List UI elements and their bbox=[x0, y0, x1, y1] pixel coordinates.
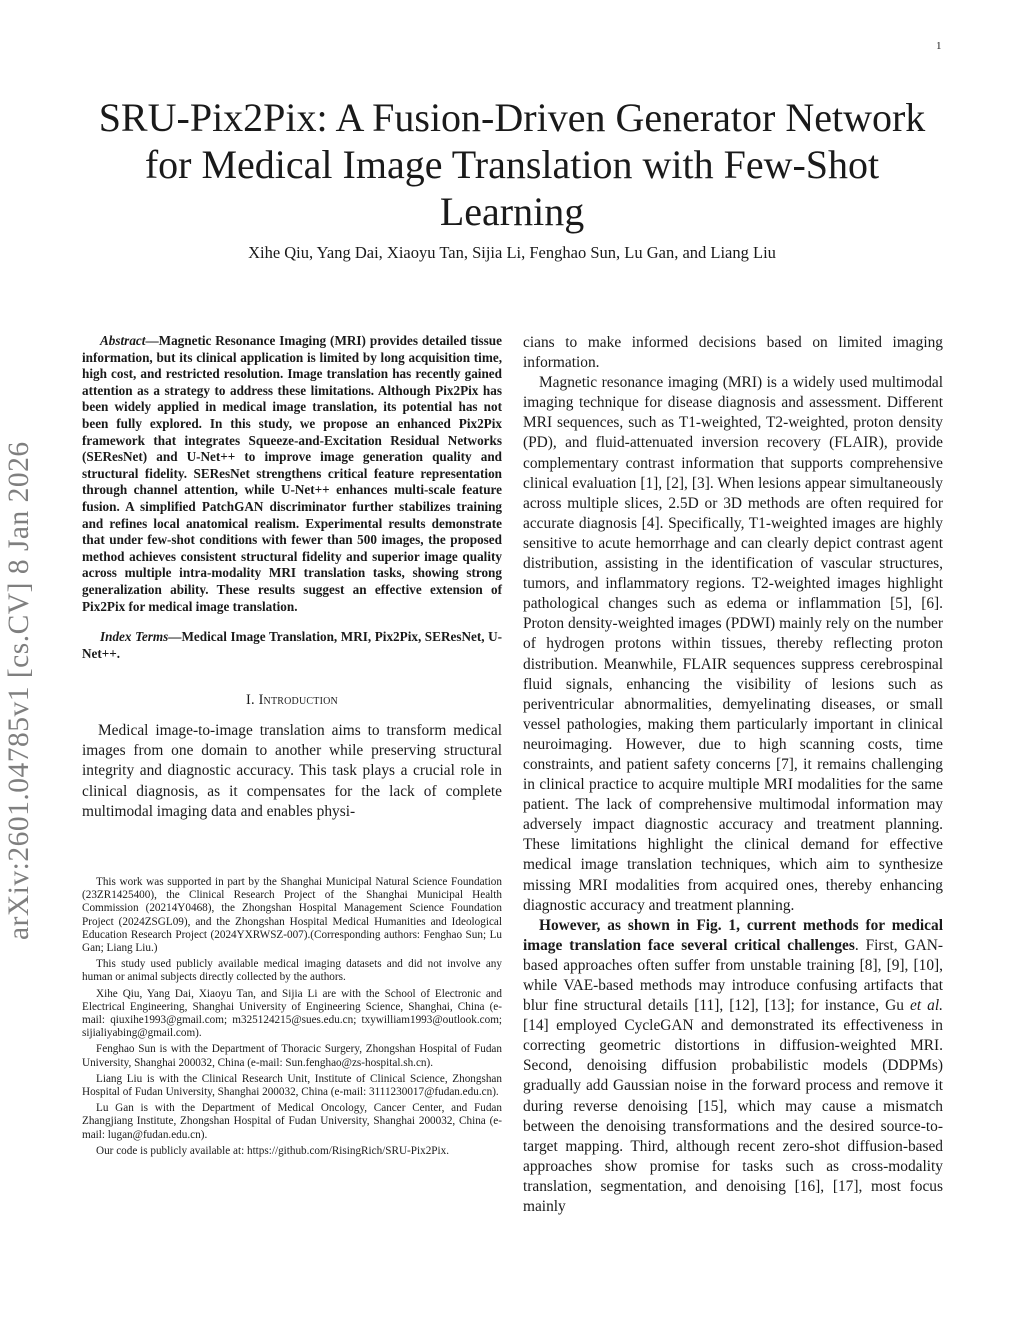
arxiv-identifier-stamp[interactable]: arXiv:2601.04785v1 [cs.CV] 8 Jan 2026 bbox=[3, 441, 35, 940]
section-heading-introduction bbox=[82, 692, 502, 709]
paper-title: SRU-Pix2Pix: A Fusion-Driven Generator Network for Medical Image Translation with Few-Shot Learning bbox=[98, 95, 926, 234]
footnote-ethics: This study used publicly available medical imaging datasets and did not involve any human or animal subjects directly collected by the authors. bbox=[82, 958, 502, 984]
index-terms-lead: Index Terms bbox=[100, 629, 169, 645]
intro-paragraph-3-part-a: . First, GAN-based approaches often suffer from unstable training [8], [9], [10], while VAE-based methods may introduce confusing artifacts that blur fine structural details [11], [12], [13]; for instance, Gu bbox=[523, 936, 944, 1015]
footnote-affiliation-sun: Fenghao Sun is with the Department of Thoracic Surgery, Zhongshan Hospital of Fudan University, Shanghai 200032, China (e-mail: Sun.fenghao@zs-hospital.sh.cn). bbox=[82, 1043, 502, 1069]
intro-paragraph-3-part-b: [14] employed CycleGAN and demonstrated its effectiveness in correcting geometric distortions in diffusion-weighted MRI. Second, denoising diffusion probabilistic models (DDPMs) gradually add Gaussian noise in the forward process and remove it during reverse denoising [15], which may cause a mismatch between the denoising transformations and the desired source-to-target mapping. Third, although recent zero-shot diffusion-based approaches show promise for tasks such as cross-modality translation, segmentation, and denoising [16], [17], most focus mainly bbox=[523, 1017, 943, 1216]
index-terms-text: —Medical Image Translation, MRI, Pix2Pix, SEResNet, U-Net++. bbox=[82, 629, 502, 661]
footnote-funding: This work was supported in part by the Shanghai Municipal Natural Science Foundation (23ZR1425400), the Clinical Research Project of the Shanghai Municipal Health Commission (20214Y0468), the Zhongshan Hospital Management Science Foundation Project (2024ZSGL09), and the Zhongshan Hospital Medical Humanities and Ideological Education Research Project (2024YXRWSZ-007).(Corresponding authors: Fenghao Sun; Lu Gan; Liang Liu.) bbox=[82, 876, 502, 955]
section-title: Introduction bbox=[258, 692, 338, 709]
footnote-affiliation-liu: Liang Liu is with the Clinical Research Unit, Institute of Clinical Science, Zhongshan Hospital of Fudan University, Shanghai 200032, China (e-mail: 3111230017@fudan.edu.cn). bbox=[82, 1072, 502, 1099]
intro-paragraph-3 bbox=[523, 916, 943, 1217]
abstract-text: —Magnetic Resonance Imaging (MRI) provides detailed tissue information, but its clinical application is limited by long acquisition time, high cost, and restricted resolution. Image translation has recently gained attention as a strategy to address these limitations. Although Pix2Pix has been widely applied in medical image translation, its potential has not been fully explored. In this study, we propose an enhanced Pix2Pix framework that integrates Squeeze-and-Excitation Residual Networks (SEResNet) and U-Net++ to improve image generation quality and structural fidelity. SEResNet strengthens critical feature representation through channel attention, while U-Net++ enhances multi-scale feature fusion. A simplified PatchGAN discriminator further stabilizes training and refines local anatomical realism. Experimental results demonstrate that under few-shot conditions with fewer than 500 images, the proposed method achieves consistent structural fidelity and superior image quality across multiple intra-modality MRI translation tasks, showing strong generalization ability. These results suggest an effective extension of Pix2Pix for medical image translation. bbox=[82, 333, 502, 614]
intro-paragraph-1-continued: cians to make informed decisions based on limited imaging information. bbox=[523, 334, 943, 372]
author-list: Xihe Qiu, Yang Dai, Xiaoyu Tan, Sijia Li, Fenghao Sun, Lu Gan, and Liang Liu bbox=[248, 243, 776, 262]
page-number: 1 bbox=[936, 40, 942, 52]
footnote-code-availability: Our code is publicly available at: https://github.com/RisingRich/SRU-Pix2Pix. bbox=[96, 1144, 450, 1157]
challenges-highlight: However, as shown in Fig. 1, current methods for medical image translation face several critical challenges bbox=[523, 916, 943, 954]
index-terms bbox=[82, 629, 502, 662]
left-column bbox=[82, 333, 502, 822]
footnote-affiliation-sues: Xihe Qiu, Yang Dai, Xiaoyu Tan, and Sijia Li are with the School of Electronic and Electrical Engineering, Shanghai University of Engineering Science, Shanghai, China (e-mail: qiuxihe1993@gmail.com; m325124215@sues.edu.cn; txywilliam1993@outlook.com; sijialiyabing@gmail.com). bbox=[82, 987, 502, 1040]
abstract bbox=[82, 333, 502, 615]
footnote-affiliation-gan: Lu Gan is with the Department of Medical Oncology, Cancer Center, and Fudan Zhangjiang Institute, Zhongshan Hospital of Fudan University, Shanghai 200032, China (e-mail: lugan@fudan.edu.cn). bbox=[82, 1102, 502, 1141]
right-column bbox=[523, 333, 943, 1217]
abstract-lead: Abstract bbox=[100, 333, 146, 348]
intro-paragraph-1: Medical image-to-image translation aims to transform medical images from one domain to another while preserving structural integrity and diagnostic accuracy. This task plays a crucial role in clinical diagnosis, as it compensates for the lack of complete multimodal imaging data and enables physi- bbox=[82, 722, 502, 820]
intro-paragraph-2: Magnetic resonance imaging (MRI) is a widely used multimodal imaging technique for disease diagnosis and assessment. Different MRI sequences, such as T1-weighted, T2-weighted, proton density (PD), and fluid-attenuated inversion recovery (FLAIR), provide complementary contrast information that supports comprehensive clinical evaluation [1], [2], [3]. When lesions appear simultaneously across multiple slices, 2.5D or 3D methods are often required for accurate diagnosis [4]. Specifically, T1-weighted images are highly sensitive to acute hemorrhage and can clearly depict contrast agent distribution, assisting in the identification of vascular structures, tumors, and inflammatory regions. T2-weighted images highlight pathological changes such as edema or inflammation [5], [6]. Proton density-weighted images (PDWI) mainly rely on the number of hydrogen protons within tissues, thereby reflecting proton distribution. Meanwhile, FLAIR sequences suppress cerebrospinal fluid signals, enhancing the visibility of lesions such as periventricular abnormalities, demyelinating diseases, or small vessel pathologies, making them particularly important in clinical neuroimaging. However, due to high scanning costs, time constraints, and patient safety concerns [7], it remains challenging in clinical practice to acquire multiple MRI modalities for the same patient. The lack of comprehensive multimodal information may adversely impact diagnostic accuracy and treatment planning. These limitations highlight the clinical demand for effective medical image translation techniques, which aim to synthesize missing MRI modalities from acquired ones, thereby enhancing diagnostic accuracy and treatment planning. bbox=[523, 374, 943, 914]
footnotes bbox=[82, 876, 502, 1161]
et-al: et al. bbox=[910, 997, 944, 1015]
section-number: I. bbox=[246, 692, 255, 709]
